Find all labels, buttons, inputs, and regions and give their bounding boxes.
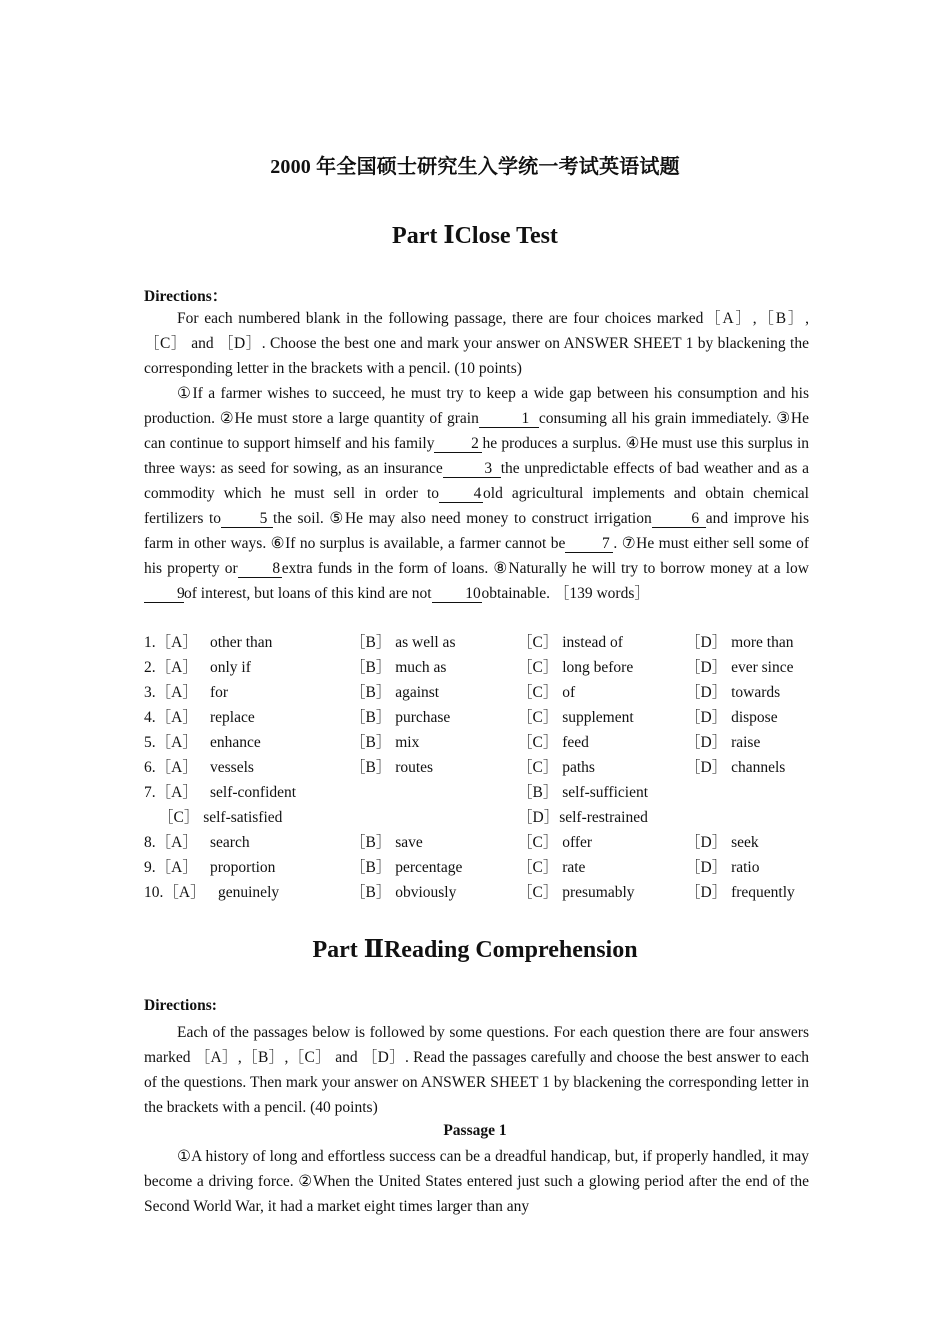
option-row-6 [144,755,824,780]
passage-text: and improve his farm in other ways. ⑥If no surplus is available, a farmer cannot be [144,510,809,552]
passage-text: old agricultural implements and obtain chemical fertilizers to [144,485,809,527]
option-a: replace [210,709,255,726]
option-b: ［B］ obviously [350,884,457,901]
blank-4: 4 [439,485,483,503]
option-a: other than [210,634,273,651]
option-a: for [210,684,229,701]
option-c: ［C］ instead of [517,634,623,651]
passage-text: consuming all his grain immediately. ③He can continue to support himself and his family [144,410,809,452]
part1-directions-label: Directions： [144,288,228,305]
option-num: 10.［A］ [144,884,206,901]
option-row-1 [144,630,824,655]
part2-directions-label: Directions: [144,997,217,1014]
option-d: ［D］ more than [685,634,794,651]
blank-3: 3 [443,460,501,478]
option-a: genuinely [218,884,280,901]
passage-text: ①If a farmer wishes to succeed, he must try to keep a wide gap between his consumption and his production. ②He must store a large quantity of grain [144,385,809,427]
option-b: ［B］ self-sufficient [517,784,649,801]
option-d: ［D］ frequently [685,884,795,901]
option-num: 4.［A］ [144,709,198,726]
option-c: ［C］ paths [517,759,595,776]
passage-1-title: Passage 1 [443,1122,507,1139]
option-b: ［B］ routes [350,759,434,776]
option-a: search [210,834,250,851]
option-num: 5.［A］ [144,734,198,751]
option-d: ［D］self-restrained [517,809,648,826]
option-c: ［C］ supplement [517,709,634,726]
passage-text: . ⑦He must either sell some of his property or [144,535,809,577]
option-d: ［D］ dispose [685,709,778,726]
option-c: ［C］ long before [517,659,634,676]
document-title: 2000 年全国硕士研究生入学统一考试英语试题 [270,156,680,178]
part2-title: Part ⅡReading Comprehension [312,937,638,963]
passage-text: of interest, but loans of this kind are not [184,585,432,602]
part1-directions [144,306,809,381]
option-d: ［D］ raise [685,734,761,751]
blank-9: 9 [144,585,184,603]
option-b: ［B］ against [350,684,440,701]
option-row-10 [144,880,824,905]
option-d: ［D］ channels [685,759,786,776]
option-a: self-confident [210,784,297,801]
option-b: ［B］ purchase [350,709,451,726]
passage-1 [144,1144,809,1219]
option-d: ［D］ seek [685,834,759,851]
option-row-2 [144,655,824,680]
option-row-8 [144,830,824,855]
option-num: 3.［A］ [144,684,198,701]
option-num: 9.［A］ [144,859,198,876]
option-c: ［C］ of [517,684,576,701]
option-num: 7.［A］ [144,784,198,801]
blank-7: 7 [565,535,613,553]
passage-1-text: ①A history of long and effortless success can be a dreadful handicap, but, if properly handled, it may become a driving force. ②When the United States entered just such a glowing period after the end of the Second World War, it had a market eight times larger than any [144,1148,809,1215]
part1-directions-text: For each numbered blank in the following passage, there are four choices marked［A］,［B］,［C］ and ［D］. Choose the best one and mark your answer on ANSWER SHEET 1 by blackening the corresponding letter in the brackets with a pencil. (10 points) [144,310,809,377]
option-c: ［C］ offer [517,834,593,851]
option-num: 6.［A］ [144,759,198,776]
blank-6: 6 [652,510,706,528]
option-c: ［C］ rate [517,859,586,876]
option-a: vessels [210,759,254,776]
passage-text: extra funds in the form of loans. ⑧Naturally he will try to borrow money at a low [281,560,810,577]
option-num: 1.［A］ [144,634,198,651]
option-c: ［C］ feed [517,734,589,751]
option-num: 8.［A］ [144,834,198,851]
cloze-passage [144,381,809,606]
option-row-4 [144,705,824,730]
option-c: ［C］ self-satisfied [158,809,283,826]
option-row-5 [144,730,824,755]
option-d: ［D］ ever since [685,659,794,676]
option-row-7b [144,805,824,830]
option-row-3 [144,680,824,705]
option-a: only if [210,659,251,676]
passage-text: the soil. ⑤He may also need money to construct irrigation [273,510,652,527]
option-b: ［B］ as well as [350,634,456,651]
option-d: ［D］ towards [685,684,781,701]
passage-text: the unpredictable effects of bad weather and as a commodity which he must sell in order to [144,460,809,502]
blank-1: 1 [479,410,539,428]
part2-directions [144,1020,809,1120]
option-d: ［D］ ratio [685,859,760,876]
option-b: ［B］ save [350,834,423,851]
passage-text: he produces a surplus. ④He must use this surplus in three ways: as seed for sowing, as an insurance [144,435,810,477]
part2-directions-text: Each of the passages below is followed by some questions. For each question there are four answers marked ［A］,［B］,［C］ and ［D］. Read the passages carefully and choose the best answer to each of the questions. Then mark your answer on ANSWER SHEET 1 by blackening the corresponding letter in the brackets with a pencil. (40 points) [144,1024,809,1116]
part1-title: Part ⅠClose Test [392,223,558,249]
option-b: ［B］ much as [350,659,447,676]
blank-5: 5 [221,510,273,528]
passage-text: obtainable. ［139 words］ [481,585,650,602]
cloze-options [144,630,824,905]
option-row-7 [144,780,824,805]
blank-8: 8 [238,560,282,578]
option-b: ［B］ percentage [350,859,463,876]
blank-2: 2 [434,435,482,453]
option-a: proportion [210,859,276,876]
blank-10: 10 [432,585,482,603]
option-c: ［C］ presumably [517,884,635,901]
option-num: 2.［A］ [144,659,198,676]
option-row-9 [144,855,824,880]
option-a: enhance [210,734,261,751]
cloze-paragraph [144,381,809,606]
option-b: ［B］ mix [350,734,420,751]
